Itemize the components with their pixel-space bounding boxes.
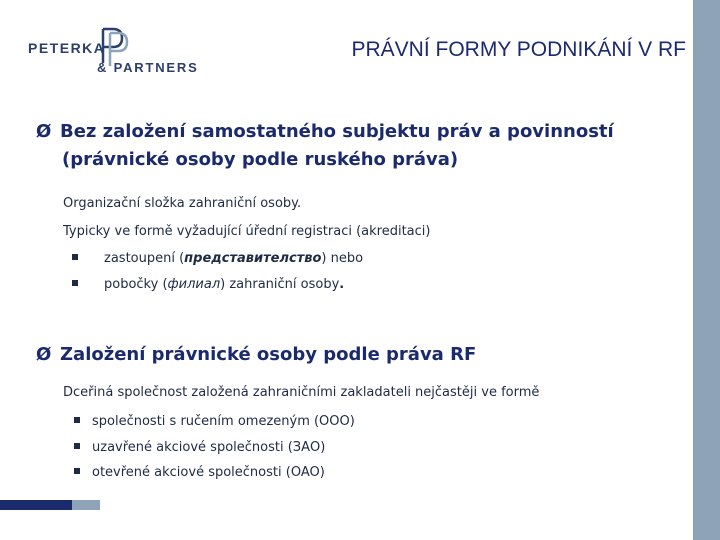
section2-bullet-1: společnosti s ručením omezeným (OOO) <box>74 414 355 429</box>
section2-heading-text: Založení právnické osoby podle práva RF <box>60 344 477 365</box>
section2-bullet-2: uzavřené akciové společnosti (ЗАО) <box>74 440 325 455</box>
arrow-bullet-icon: Ø <box>36 121 52 142</box>
square-bullet-icon <box>74 443 80 449</box>
square-bullet-icon <box>72 254 78 260</box>
section1-text-line1: Organizační složka zahraniční osoby. <box>63 196 302 211</box>
section1-bullet-1: zastoupení (представителство) nebo <box>72 251 363 266</box>
footer-accent-dark <box>0 500 72 510</box>
company-logo <box>28 26 208 80</box>
section1-heading-line2: (právnické osoby podle ruského práva) <box>62 149 459 170</box>
right-accent-bar <box>693 0 720 540</box>
square-bullet-icon <box>74 468 80 474</box>
section1-heading <box>36 118 614 174</box>
arrow-bullet-icon: Ø <box>36 344 52 365</box>
section1-bullet-2: pobočky (филиал) zahraniční osoby. <box>72 277 344 292</box>
square-bullet-icon <box>74 417 80 423</box>
section1-heading-line1: Bez založení samostatného subjektu práv a povinností <box>60 121 614 142</box>
russian-term: филиал <box>167 277 221 292</box>
slide-title: PRÁVNÍ FORMY PODNIKÁNÍ V RF <box>351 38 686 61</box>
section2-text-line1: Dceřiná společnost založená zahraničními zakladateli nejčastěji ve formě <box>63 385 540 400</box>
section2-bullet-3: otevřené akciové společnosti (OAO) <box>74 465 325 480</box>
square-bullet-icon <box>72 280 78 286</box>
logo-text-peterka: PETERKA <box>28 40 106 56</box>
section1-text-line2: Typicky ve formě vyžadující úřední registraci (akreditaci) <box>63 224 431 239</box>
footer-accent-light <box>72 500 100 510</box>
russian-term: представителство <box>184 251 322 266</box>
logo-text-partners: & PARTNERS <box>97 60 199 75</box>
section2-heading <box>36 341 476 369</box>
